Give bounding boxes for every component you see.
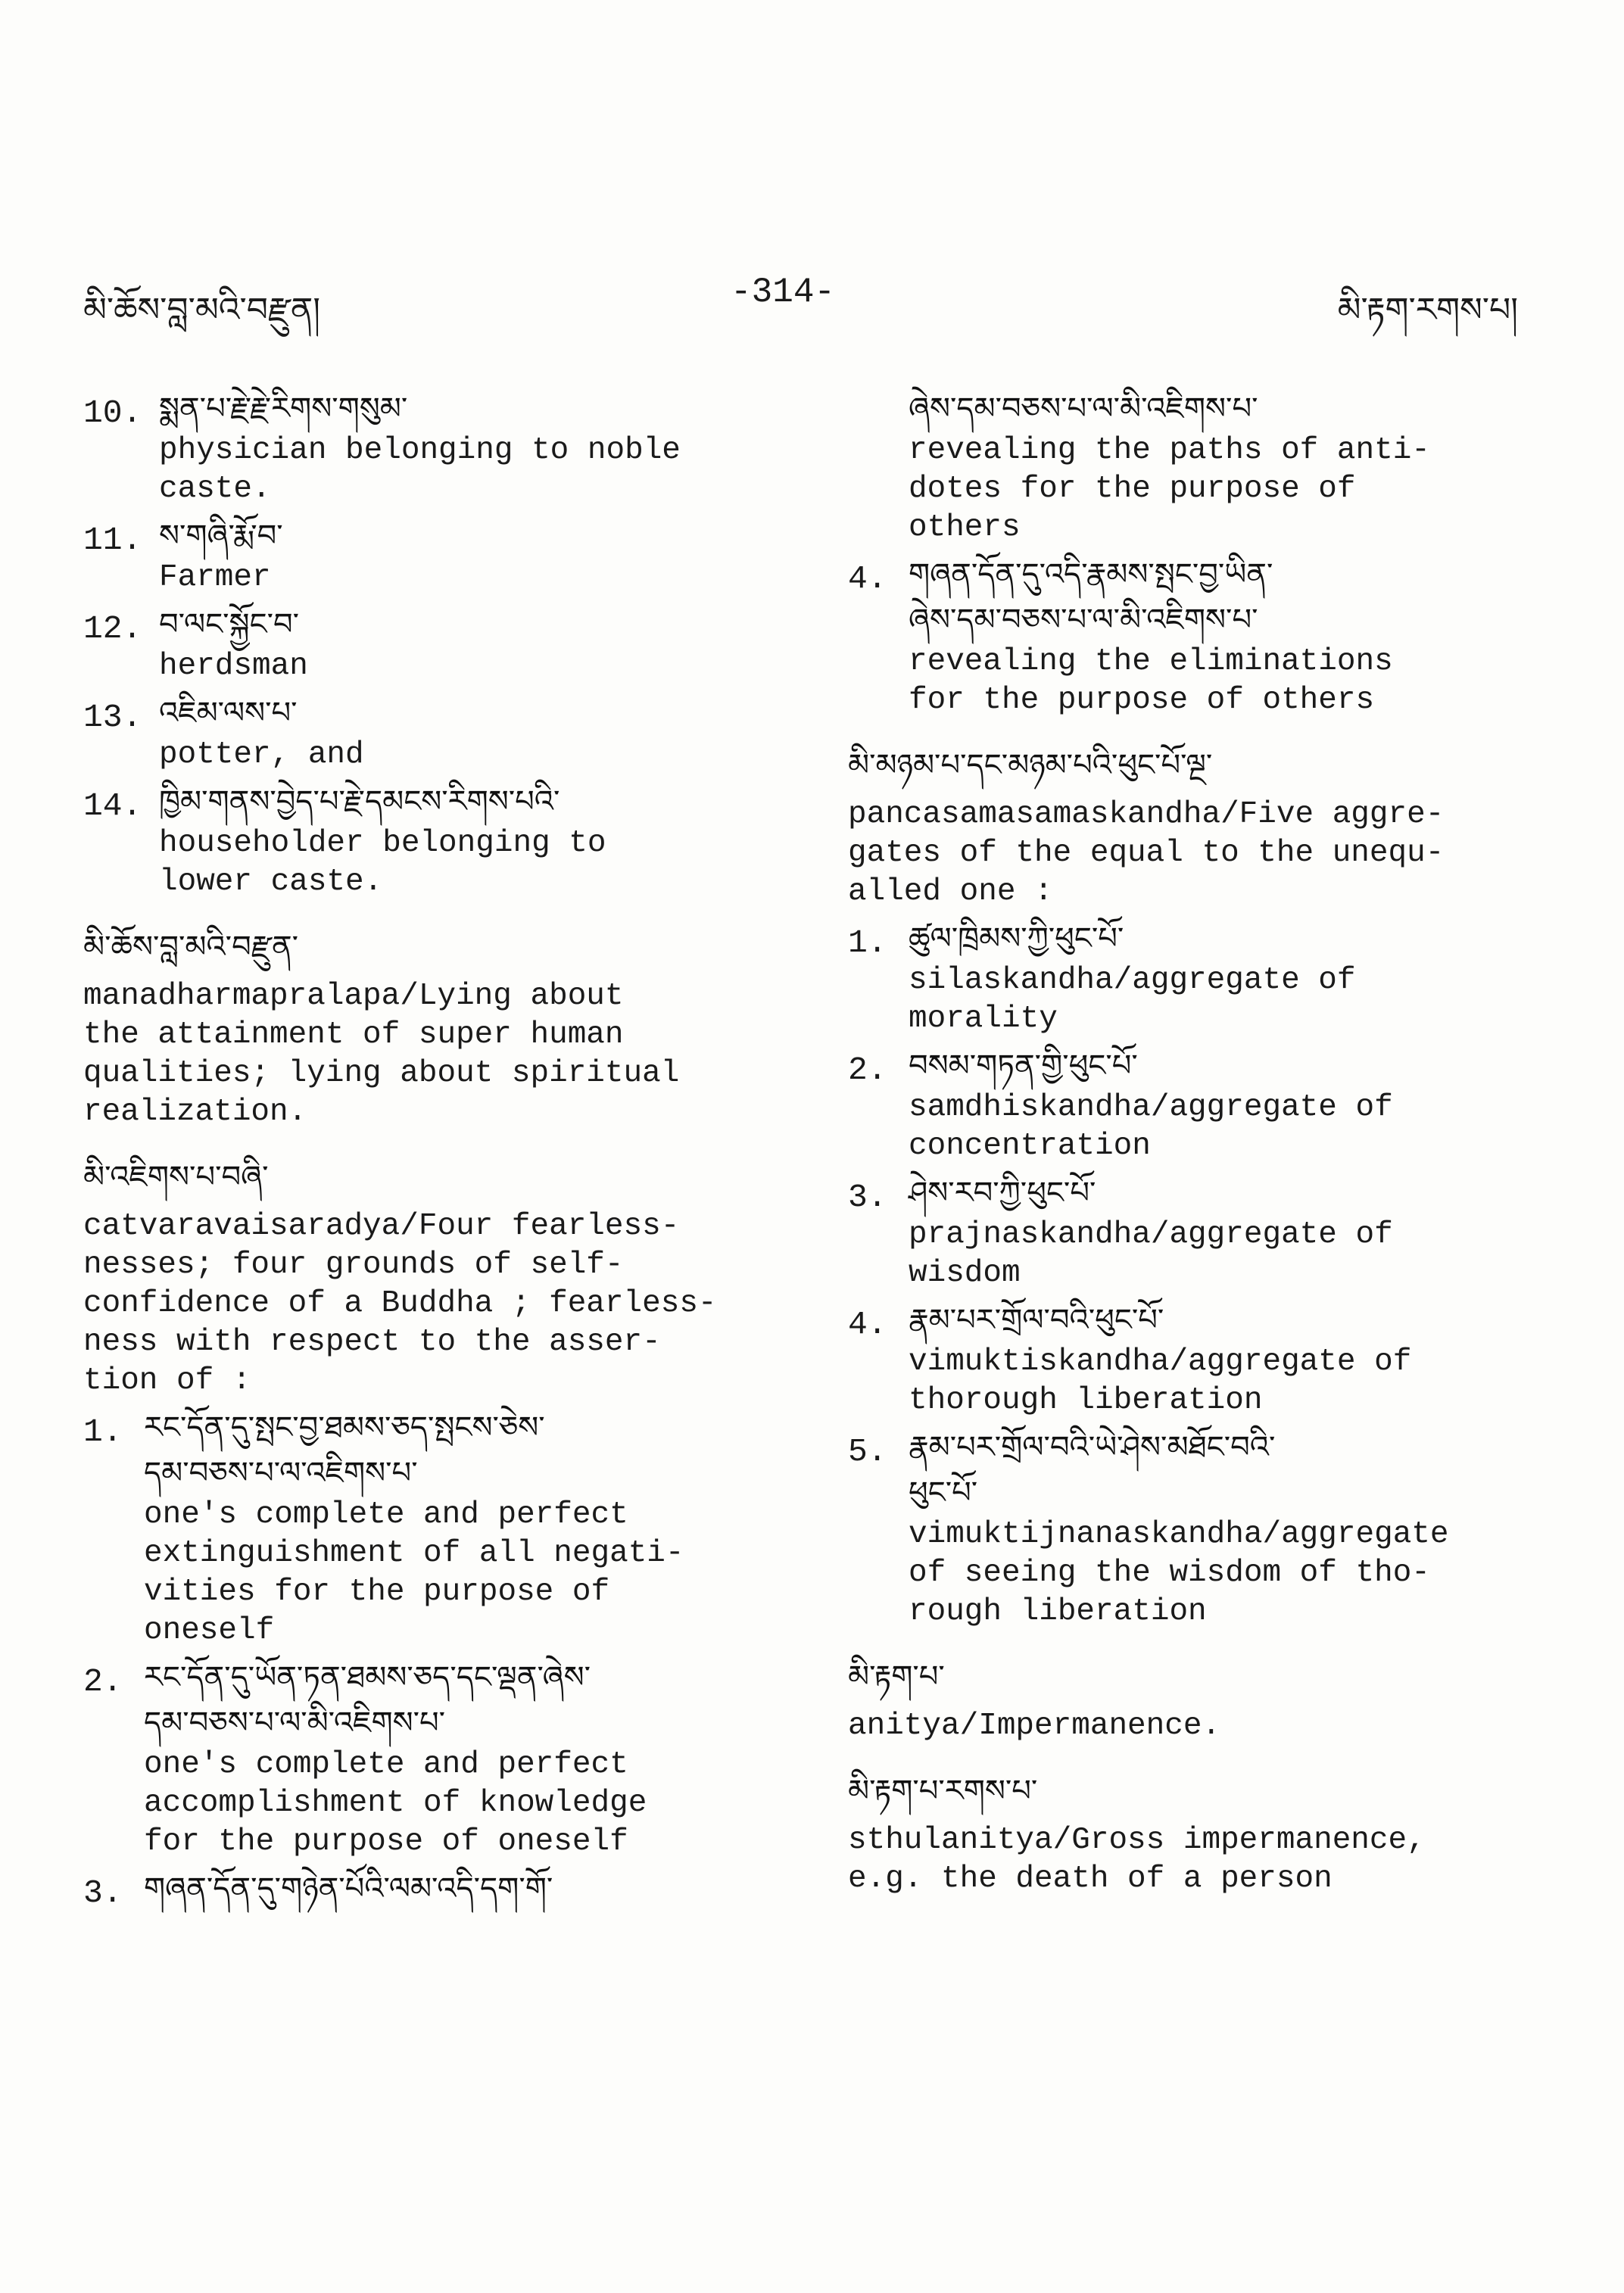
dictionary-entry	[848, 1654, 1529, 1746]
definition: sthulanitya/Gross impermanence, e.g. the death of a person	[848, 1823, 1426, 1896]
item-number: 13.	[83, 699, 142, 736]
item-number: 4.	[848, 1306, 887, 1343]
item-number: 1.	[83, 1413, 123, 1450]
list-item	[83, 690, 780, 774]
tibetan-term: རང་དོན་དུ་ཡོན་ཏན་ཐམས་ཅད་དང་ལྡན་ཞེས་	[144, 1660, 591, 1695]
right-column	[848, 386, 1529, 1899]
list-item	[83, 513, 780, 597]
tibetan-term: རྣམ་པར་གྲོལ་བའི་ཡེ་ཤེས་མཐོང་བའི་ ཕུང་པོ་	[909, 1430, 1276, 1510]
definition: anitya/Impermanence.	[848, 1709, 1221, 1743]
english-gloss: potter, and	[159, 737, 364, 772]
english-gloss: samdhiskandha/aggregate of concentration	[909, 1090, 1393, 1164]
item-number: 2.	[83, 1663, 123, 1700]
item-number: 14.	[83, 787, 142, 824]
list-item	[83, 1405, 780, 1650]
tibetan-term: འཇིམ་ལས་པ་	[159, 696, 298, 731]
dictionary-entry	[83, 924, 780, 1132]
list-item	[848, 1043, 1529, 1166]
english-gloss: vimuktiskandha/aggregate of thorough liberation	[909, 1344, 1412, 1418]
definition: pancasamasamaskandha/Five aggre- gates of the equal to the unequ- alled one :	[848, 797, 1445, 909]
tibetan-term: ཁྱིམ་གནས་བྱེད་པ་རྗེ་དམངས་རིགས་པའི་	[159, 784, 560, 819]
list-item-continuation	[848, 386, 1529, 547]
definition: manadharmapralapa/Lying about the attainment of super human qualities; lying about spiritual realization.	[83, 979, 680, 1129]
tibetan-term: ཚུལ་ཁྲིམས་ཀྱི་ཕུང་པོ་	[909, 921, 1124, 956]
english-gloss: Farmer	[159, 560, 271, 595]
running-head-left: མི་ཆོས་བླ་མའི་བརྫུན།	[83, 291, 321, 329]
tibetan-term: རྣམ་པར་གྲོལ་བའི་ཕུང་པོ་	[909, 1303, 1164, 1338]
list-item	[83, 386, 780, 509]
item-number: 11.	[83, 522, 142, 559]
tibetan-term: སྨན་པ་རྗེ་རྗེ་རིགས་གསུམ་	[159, 391, 408, 426]
list-item	[83, 1655, 780, 1862]
tibetan-term: དམ་བཅས་པ་ལ་འཇིགས་པ་	[144, 1456, 418, 1491]
list-item	[848, 1298, 1529, 1420]
running-head-right: མི་རྟག་རགས་པ།	[1337, 291, 1518, 329]
dictionary-entry	[83, 1154, 780, 1400]
tibetan-term: གཞན་དོན་དུ་འདི་རྣམས་སྤང་བྱ་ཡིན་	[909, 557, 1273, 592]
list-item	[848, 1170, 1529, 1293]
dictionary-entry	[848, 743, 1529, 911]
item-number: 4.	[848, 560, 887, 597]
list-item	[848, 1425, 1529, 1631]
list-item	[848, 916, 1529, 1039]
english-gloss: vimuktijnanaskandha/aggregate of seeing the wisdom of tho- rough liberation	[909, 1517, 1449, 1629]
item-number: 3.	[848, 1179, 887, 1216]
list-item	[83, 779, 780, 902]
tibetan-term: རང་དོན་དུ་སྤང་བྱ་ཐམས་ཅད་སྤངས་ཅེས་	[144, 1410, 545, 1445]
item-number: 5.	[848, 1433, 887, 1470]
tibetan-term: ཞེས་དམ་བཅས་པ་ལ་མི་འཇིགས་པ་	[909, 391, 1258, 426]
item-number: 2.	[848, 1051, 887, 1089]
left-column	[83, 386, 780, 1916]
english-gloss: revealing the eliminations for the purpose of others	[909, 644, 1393, 718]
english-gloss: householder belonging to lower caste.	[159, 826, 606, 899]
tibetan-term: ཤེས་རབ་ཀྱི་ཕུང་པོ་	[909, 1176, 1096, 1210]
headword: མི་མཉམ་པ་དང་མཉམ་པའི་ཕུང་པོ་ལྔ་	[848, 748, 1213, 783]
list-item	[848, 552, 1529, 720]
headword: མི་རྟག་པ་རགས་པ་	[848, 1774, 1038, 1809]
item-number: 3.	[83, 1874, 123, 1911]
english-gloss: one's complete and perfect accomplishment of knowledge for the purpose of oneself	[144, 1747, 647, 1859]
definition: catvaravaisaradya/Four fearless- nesses; four grounds of self- confidence of a Buddha ; fearless- ness with respect to the asser- tion of :	[83, 1209, 717, 1398]
list-item	[83, 602, 780, 686]
headword: མི་ཆོས་བླ་མའི་བརྫུན་	[83, 930, 299, 964]
tibetan-term: དམ་བཅས་པ་ལ་མི་འཇིགས་པ་	[144, 1706, 446, 1740]
item-number: 10.	[83, 394, 142, 431]
english-gloss: one's complete and perfect extinguishment of all negati- vities for the purpose of oneself	[144, 1497, 684, 1648]
english-gloss: revealing the paths of anti- dotes for the purpose of others	[909, 433, 1430, 545]
item-number: 1.	[848, 924, 887, 961]
headword: མི་འཇིགས་པ་བཞི་	[83, 1160, 269, 1195]
english-gloss: silaskandha/aggregate of morality	[909, 963, 1356, 1036]
item-number: 12.	[83, 610, 142, 647]
english-gloss: herdsman	[159, 649, 308, 684]
list-item	[83, 1866, 780, 1911]
tibetan-term: བ་ལང་སྐྱོང་བ་	[159, 607, 300, 642]
english-gloss: physician belonging to noble caste.	[159, 433, 681, 506]
tibetan-term: བསམ་གཏན་གྱི་ཕུང་པོ་	[909, 1048, 1138, 1083]
page-number: -314-	[731, 273, 836, 312]
tibetan-term: ཞེས་དམ་བཅས་པ་ལ་མི་འཇིགས་པ་	[909, 603, 1258, 637]
headword: མི་རྟག་པ་	[848, 1659, 945, 1694]
tibetan-term: ས་གཞི་རྨོ་བ་	[159, 519, 283, 553]
tibetan-term: གཞན་དོན་དུ་གཉེན་པོའི་ལམ་འདི་དག་གོ་	[144, 1871, 553, 1906]
dictionary-entry	[848, 1768, 1529, 1899]
english-gloss: prajnaskandha/aggregate of wisdom	[909, 1217, 1393, 1291]
